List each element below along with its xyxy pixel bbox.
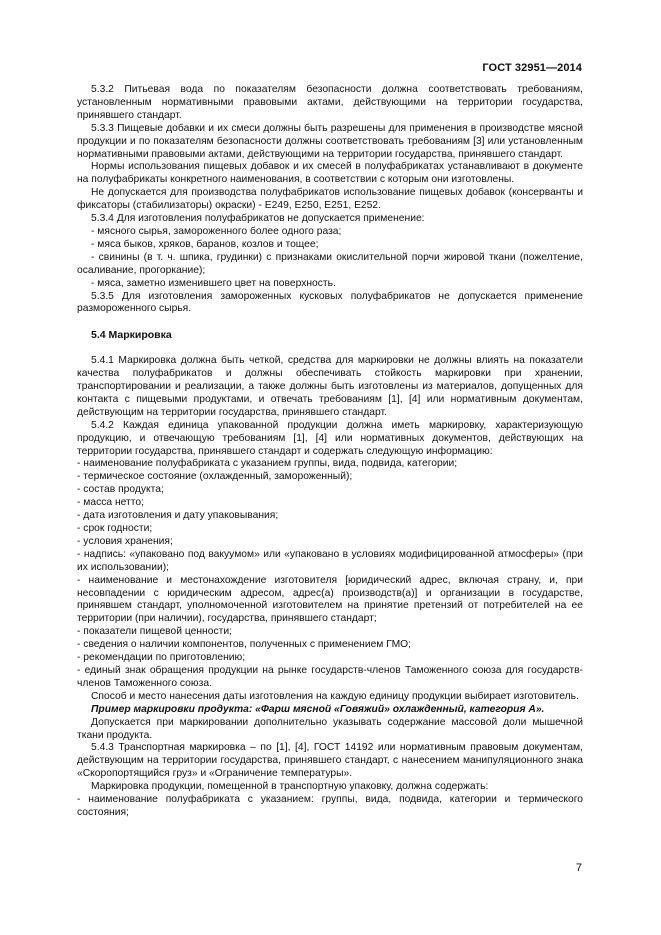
list-item: - надпись: «упаковано под вакуумом» или «упаковано в условиях модифицированной атмосферы» (при их использовании); — [77, 548, 583, 573]
paragraph-food-additives-norms: Нормы использования пищевых добавок и их смесей в полуфабрикатах устанавливают в документе на полуфабрикаты конкретного наименования, в соответствии с которым они изготовлены. — [77, 161, 583, 186]
paragraph-prohibited-additives: Не допускается для производства полуфабрикатов использование пищевых добавок (консерванты и фиксаторы (стабилизаторы) окраски) - Е249, Е250, Е251, Е252. — [77, 187, 583, 212]
paragraph-5-3-2: 5.3.2 Питьевая вода по показателям безопасности должна соответствовать требованиям, установленным нормативными правовыми актами, действующими на территории государства, принявшего стандарт. — [77, 84, 583, 121]
list-item: - наименование полуфабриката с указанием группы, вида, подвида, категории; — [77, 458, 458, 470]
list-item: - мяса, заметно изменившего цвет на поверхность. — [91, 277, 336, 289]
list-item: - термическое состояние (охлажденный, замороженный); — [77, 471, 353, 483]
paragraph-5-3-4: 5.3.4 Для изготовления полуфабрикатов не допускается применение: — [91, 213, 425, 225]
list-item: - единый знак обращения продукции на рынке государств-членов Таможенного союза для государств-членов Таможенного союза. — [77, 664, 583, 689]
list-item: - рекомендации по приготовлению; — [77, 652, 246, 664]
paragraph-5-4-1: 5.4.1 Маркировка должна быть четкой, средства для маркировки не должны влиять на показатели качества полуфабрикатов и должны обеспечивать стойкость маркировки при хранении, транспортировании и реализации, а также должны быть изготовлены из материалов, допущенных для контакта с пищевыми продуктами, и отвечать требованиям [1], [4] или нормативным документам, действующим на территории государства, принявшего стандарт. — [77, 355, 583, 418]
document-code-header: ГОСТ 32951—2014 — [482, 62, 582, 74]
list-item: - мясного сырья, замороженного более одного раза; — [91, 225, 342, 237]
list-item: - срок годности; — [77, 523, 153, 534]
list-item: - мяса быков, хряков, баранов, козлов и тощее; — [91, 238, 319, 250]
list-item: - сведения о наличии компонентов, полученных с применением ГМО; — [77, 639, 412, 651]
paragraph-5-3-5: 5.3.5 Для изготовления замороженных кусковых полуфабрикатов не допускается применение размороженного сырья. — [77, 290, 583, 315]
list-item: - дата изготовления и дату упаковывания; — [77, 510, 279, 522]
paragraph-date-placement: Способ и место нанесения даты изготовления на каждую единицу продукции выбирает изготовитель. — [91, 690, 579, 702]
document-body — [77, 84, 583, 820]
paragraph-transport-package: Маркировка продукции, помещенной в транспортную упаковку, должна содержать: — [91, 781, 489, 793]
list-item: - свинины (в т. ч. шпика, грудинки) с признаками окислительной порчи жировой ткани (пожелтение, осаливание, прогоркание); — [77, 251, 583, 276]
list-item: - наименование полуфабриката с указанием: группы, вида, подвида, категории и термического состояния; — [77, 794, 583, 818]
paragraph-muscle-tissue: Допускается при маркировании дополнительно указывать содержание массовой доли мышечной ткани продукта. — [77, 716, 583, 741]
paragraph-5-4-2: 5.4.2 Каждая единица упакованной продукции должна иметь маркировку, характеризующую продукцию, и отвечающую требованиям [1], [4] или нормативных документов, действующих на территории государства, принявшего стандарт и содержать следующую информацию: — [77, 419, 583, 457]
list-item: - условия хранения; — [77, 535, 173, 547]
page-number: 7 — [575, 862, 582, 874]
list-item: - показатели пищевой ценности; — [77, 626, 232, 638]
paragraph-5-4-3: 5.4.3 Транспортная маркировка – по [1], [4], ГОСТ 14192 или нормативным правовым документам, действующим на территории государства, принявшего стандарт, с нанесением манипуляционного знака «Скоропортящийся груз» и «Ограничение температуры». — [77, 742, 583, 780]
section-heading-5-4: 5.4 Маркировка — [91, 329, 172, 342]
list-item: - наименование и местонахождение изготовителя [юридический адрес, включая страну, и, при несовпадении с юридическим адресом, адрес(а) производств(а)] и организации в государстве, принявшем стандарт, уполномоченной изготовителем на принятие претензий от потребителей на ее территории (при наличии), государства, принявшего стандарт; — [77, 574, 583, 625]
paragraph-5-3-3: 5.3.3 Пищевые добавки и их смеси должны быть разрешены для применения в производстве мясной продукции и по показателям безопасности должны соответствовать требованиям [3] или установленным нормативными правовыми актами, действующими на территории государства, принявшего стандарт. — [77, 122, 583, 160]
labeling-example: Пример маркировки продукта: «Фарш мясной «Говяжий» охлажденный, категория А». — [91, 703, 545, 715]
list-item: - масса нетто; — [77, 497, 144, 509]
list-item: - состав продукта; — [77, 484, 164, 496]
